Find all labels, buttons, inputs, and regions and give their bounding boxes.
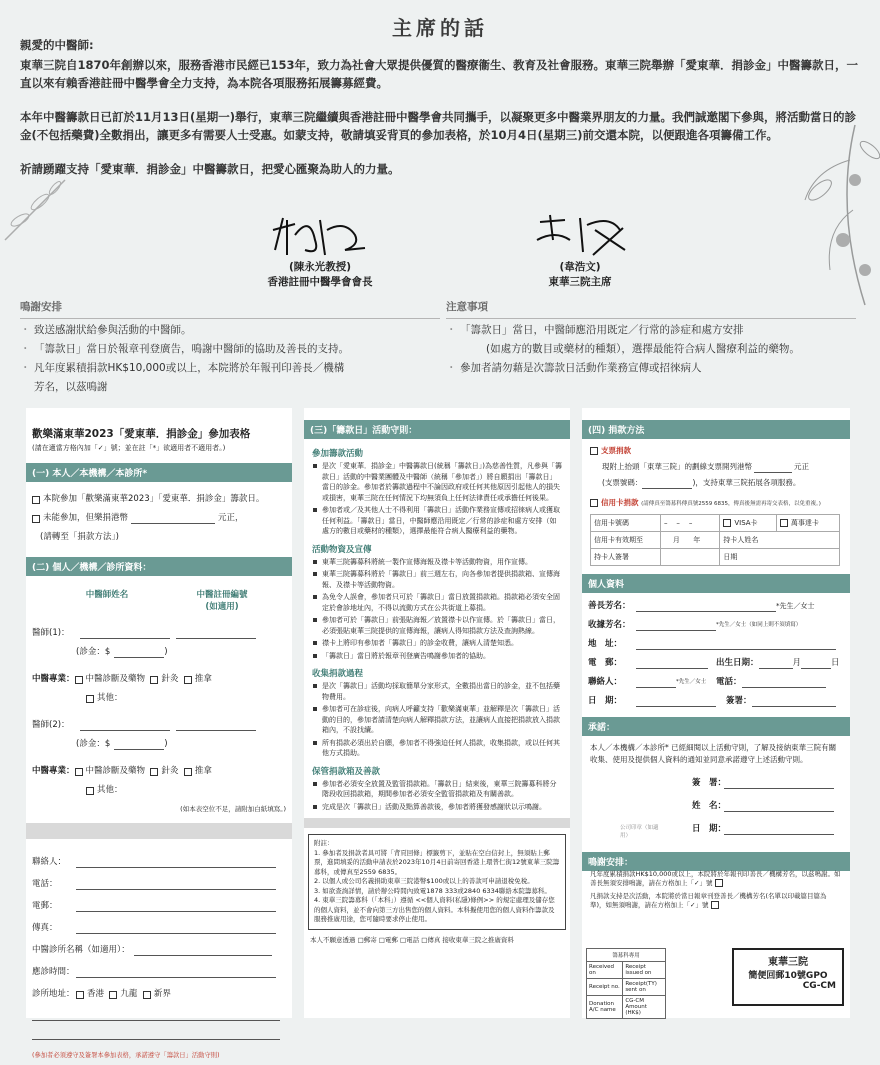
hours-field[interactable] bbox=[76, 967, 276, 978]
rules-section-publicity: 活動物資及宣傳 bbox=[312, 544, 372, 555]
visa-label: VISA卡 bbox=[734, 519, 758, 527]
specialty-label-1: 中醫專業： bbox=[32, 674, 75, 684]
donation-panel bbox=[582, 408, 850, 1018]
address-field[interactable] bbox=[636, 639, 836, 650]
notice-heading: 注意事項 bbox=[446, 298, 856, 319]
email-label: 電郵： bbox=[32, 901, 58, 911]
specialty-herbal-label: 中醫診斷及藥物 bbox=[85, 766, 146, 776]
clinic-name-field[interactable] bbox=[134, 945, 272, 956]
card-number-label: 信用卡號碼 bbox=[591, 515, 661, 532]
signatory-1-title: 香港註冊中醫學會會長 bbox=[267, 276, 373, 288]
phone-label: 電話： bbox=[32, 879, 58, 889]
rules-panel bbox=[304, 408, 570, 1018]
signature-label: 簽署： bbox=[726, 696, 752, 706]
thanks-item: ・ 「籌款日」當日於報章刊登廣告，鳴謝中醫師的協助及善長的支持。 bbox=[20, 340, 440, 359]
specialty-acupuncture-label: 針灸 bbox=[161, 766, 179, 776]
chairman-letter bbox=[20, 36, 860, 180]
office-use-table bbox=[586, 948, 666, 1019]
email-field[interactable] bbox=[636, 658, 708, 669]
donate-only-label: 未能參加，但樂捐港幣 bbox=[43, 513, 129, 523]
office-use-label: Donation A/C name bbox=[587, 996, 623, 1019]
letter-paragraph-2: 本年中醫籌款日已訂於11月13日(星期一)舉行，東華三院繼續與香港註冊中醫學會共同攜手，以凝聚更多中醫業界朋友的力量。我們誠邀閣下參與，將活動當日的診金(不包括藥費)全數捐出，讓更多有需要人士受惠。如蒙支持，敬請填妥背頁的參加表格，於10月4日(星期三)前交還本院，以便跟進各項籌備工作。 bbox=[20, 110, 857, 142]
form-instructions: (請在適當方格內加「✓」號；並在註「*」欲適用者不適用者。) bbox=[32, 444, 226, 452]
footnote: 2. 以個人或公司名義捐助東華三院港幣$100或以上的善款可申請退稅免稅。 bbox=[314, 877, 534, 885]
ack-item-1: 凡年度累積捐款HK$10,000或以上，本院將於年報刊印善長／機構芳名，以茲鳴謝。如善長無須安排鳴謝，請在方格加上「✓」號 bbox=[590, 870, 841, 887]
rule-item: 東華三院籌募科將統一製作宣傳海報及襟卡等活動物資，用作宣傳。 bbox=[304, 557, 570, 570]
doctor-2-fee-label: (診金：$ bbox=[76, 739, 111, 749]
salutation: 親愛的中醫師: bbox=[20, 38, 94, 52]
ack-1-checkbox[interactable] bbox=[715, 879, 723, 887]
thanks-heading: 鳴謝安排 bbox=[20, 298, 440, 319]
office-use-heading: 籌募科專用 bbox=[587, 949, 666, 962]
undertaking-name-label: 姓 名： bbox=[692, 801, 727, 811]
visa-checkbox[interactable] bbox=[723, 519, 731, 527]
cheque-unit: 元正 bbox=[794, 462, 809, 471]
cheque-amount-field[interactable] bbox=[754, 462, 792, 473]
office-use-label: Received on bbox=[587, 962, 623, 979]
footnotes-heading: 附註： bbox=[314, 839, 334, 847]
signatory-2-name: (韋浩文) bbox=[559, 261, 601, 273]
donation-method-header: (四) 捐款方法 bbox=[582, 420, 850, 439]
expiry-label: 信用卡有效期至 bbox=[591, 532, 661, 549]
undertaking-name-field[interactable] bbox=[724, 801, 834, 812]
specialty-acupuncture-label: 針灸 bbox=[161, 674, 179, 684]
doctor-2-reg-field[interactable] bbox=[176, 720, 256, 731]
undertaking-date-field[interactable] bbox=[724, 824, 834, 835]
donor-name-field[interactable] bbox=[636, 601, 776, 612]
credit-card-table bbox=[590, 514, 840, 566]
region-hk-label: 香港 bbox=[87, 989, 105, 999]
contact-field[interactable] bbox=[76, 857, 276, 868]
phone-field[interactable] bbox=[76, 879, 276, 890]
credit-card-note: (請傳真至籌募科傳真號2559 6835，傳真後無需再寄交表格，以免重複。) bbox=[641, 501, 821, 507]
rule-item: 完成是次「籌款日」活動及點算善款後，參加者將獲發感謝狀以示鳴謝。 bbox=[304, 802, 570, 815]
column-registration-no: 中醫註冊編號 bbox=[196, 590, 248, 600]
thanks-item: ・ 凡年度累積捐款HK$10,000或以上，本院將於年報刊印善長／機構 bbox=[20, 359, 440, 378]
contact-label: 聯絡人： bbox=[32, 857, 67, 867]
letter-paragraph-1: 東華三院自1870年創辦以來，服務香港市民經已153年，致力為社會大眾提供優質的醫療衞生、教育及社會服務。東華三院舉辦「愛東華．捐診金」中醫籌款日，一直以來有賴香港註冊中醫學會全力支持，為本院各項服務拓展籌募經費。 bbox=[20, 58, 859, 90]
space-note: (如本表空位不足，請附加白紙填寫。) bbox=[180, 805, 286, 813]
personal-info-header: 個人資料 bbox=[582, 574, 850, 593]
rule-item: 參加者或／及其他人士不得利用「籌款日」活動作業務宣傳或招徠病人或獲取任何利益。「籌款日」當日，中醫師應沿用既定／行常的診症和處方安排（如處方的數目或藥材的種類），選擇最能符合病人醫療利益的藥物。 bbox=[304, 505, 570, 539]
region-kln-label: 九龍 bbox=[120, 989, 138, 999]
cheque-number-field[interactable] bbox=[642, 478, 692, 489]
doctor-1-fee-field[interactable] bbox=[114, 647, 164, 658]
address-line-field[interactable] bbox=[32, 1010, 280, 1021]
card-date-label[interactable]: 日期 bbox=[720, 549, 840, 566]
cheque-label: 支票捐款 bbox=[601, 446, 631, 455]
donor-name-label: 善長芳名： bbox=[588, 601, 631, 611]
notice-item-continued: (如處方的數目或藥材的種類），選擇最能符合病人醫療利益的藥物。 bbox=[486, 343, 800, 355]
company-chop-note: 公司印章（如適用） bbox=[620, 825, 659, 839]
specialty-tuina-label: 推拿 bbox=[194, 766, 212, 776]
cardholder-signature-label: 持卡人簽署 bbox=[591, 549, 661, 566]
rules-section-safekeeping: 保管捐款箱及善款 bbox=[312, 766, 381, 777]
rule-item: 是次「籌款日」活動均採取簡單分家形式，全數捐出當日的診金，並不包括藥物費用。 bbox=[304, 681, 570, 704]
credit-card-label: 信用卡捐款 bbox=[601, 498, 639, 507]
email-label: 電 郵： bbox=[588, 658, 623, 668]
rule-item: 參加者可在診症後，向病人呼籲支持「歡樂滿東華」並解釋是次「籌款日」活動的目的，參加者請清楚向病人解釋捐款方法，並讓病人直接把捐款放入捐款箱內，不設找續。 bbox=[304, 704, 570, 738]
rule-item: 參加者可於「籌款日」前張貼海報／放置襟卡以作宣傳。於「籌款日」當日，必須張貼東華三院提供的宣傳海報，讓病人得知捐款方法及查詢熱線。 bbox=[304, 615, 570, 638]
region-hk-checkbox[interactable] bbox=[76, 991, 84, 999]
region-nt-checkbox[interactable] bbox=[143, 991, 151, 999]
donation-unit: 元正， bbox=[218, 513, 244, 523]
acknowledgement-header: 鳴謝安排： bbox=[582, 852, 850, 871]
signature-block-1 bbox=[255, 210, 385, 290]
doctor-1-reg-field[interactable] bbox=[176, 628, 256, 639]
address-label: 診所地址： bbox=[32, 989, 75, 999]
notice-item: ・ 「籌款日」當日，中醫師應沿用既定／行常的診症和處方安排 bbox=[446, 321, 856, 340]
cardholder-signature-field[interactable] bbox=[661, 549, 720, 566]
credit-card-checkbox[interactable] bbox=[590, 499, 598, 507]
dob-month-unit: 月 bbox=[792, 658, 802, 668]
mastercard-checkbox[interactable] bbox=[780, 519, 788, 527]
region-nt-label: 新界 bbox=[153, 989, 171, 999]
address-label: 地 址： bbox=[588, 639, 623, 649]
form-footer-note: (參加者必須遵守及簽署本參加表格，承諾遵守「籌款日」活動守則) bbox=[32, 1052, 220, 1059]
specialty-other-label: 其他： bbox=[97, 693, 123, 703]
rule-item: 所有捐款必須出於自願，參加者不得強迫任何人捐款，收集捐款，或以任何其他方式捐助。 bbox=[304, 738, 570, 761]
donor-title-option: *先生／女士 bbox=[776, 602, 815, 610]
office-use-label: Amount (HK$) bbox=[625, 1004, 647, 1016]
stamp-org: 東華三院 bbox=[768, 957, 808, 968]
tel-field[interactable] bbox=[742, 677, 826, 688]
address-line-field[interactable] bbox=[32, 1029, 280, 1040]
specialty-other-label: 其他： bbox=[97, 785, 123, 795]
divider-band bbox=[304, 818, 570, 828]
fax-field[interactable] bbox=[76, 923, 276, 934]
donation-method-hint: (請轉至「捐款方法」) bbox=[40, 532, 119, 542]
thanks-arrangement bbox=[20, 298, 440, 397]
specialty-label-2: 中醫專業： bbox=[32, 766, 75, 776]
stamp-code: CG-CM bbox=[802, 981, 836, 991]
region-kln-checkbox[interactable] bbox=[109, 991, 117, 999]
stamp-address: 簡便回郵10號GPO bbox=[748, 971, 828, 981]
handwritten-signature-2 bbox=[525, 210, 635, 260]
handwritten-signature-1 bbox=[265, 210, 375, 260]
rule-item: 東華三院籌募科將於「籌款日」前三週左右，向各參加者提供捐款箱、宣傳海報、及襟卡等活動物資。 bbox=[304, 569, 570, 592]
specialty-tuina-checkbox[interactable] bbox=[184, 768, 192, 776]
dob-day-unit: 日 bbox=[831, 658, 840, 668]
specialty-acupuncture-checkbox[interactable] bbox=[150, 676, 158, 684]
doctor-1-fee-label: (診金：$ bbox=[76, 647, 111, 657]
thanks-item: ・ 致送感謝狀給參與活動的中醫師。 bbox=[20, 321, 440, 340]
cheque-text-1: 現附上抬頭「東華三院」的劃線支票開列港幣 bbox=[602, 462, 752, 471]
specialty-herbal-label: 中醫診斷及藥物 bbox=[85, 674, 146, 684]
divider-band bbox=[26, 823, 292, 839]
undertaking-date-label: 日 期： bbox=[692, 824, 727, 834]
contact-title-option: *先生／女士 bbox=[676, 679, 707, 685]
rule-item: 襟卡上將印有參加者「籌款日」的診金收費，讓病人清楚知悉。 bbox=[304, 638, 570, 651]
signatory-2-title: 東華三院主席 bbox=[548, 276, 612, 288]
rules-section-participation: 參加籌款活動 bbox=[312, 449, 364, 459]
specialty-tuina-label: 推拿 bbox=[194, 674, 212, 684]
ack-item-2: 凡捐款支持是次活動，本院將於當日報章刊登善長／機構芳名(名單以印載篇目篇為準)，如無須鳴謝，請在方格加上「✓」號 bbox=[590, 892, 827, 909]
return-address-stamp bbox=[732, 948, 844, 1006]
dob-day-field[interactable] bbox=[801, 658, 831, 669]
footnote: 3. 如欲查詢詳情，請於辦公時間內致電1878 333或2840 6334聯絡本院籌募科。 bbox=[314, 886, 551, 895]
cheque-number-label: (支票號碼： bbox=[602, 478, 643, 487]
notice-section bbox=[446, 298, 856, 378]
date-field[interactable] bbox=[636, 696, 716, 707]
doctor-1-name-field[interactable] bbox=[80, 628, 170, 639]
column-doctor-name: 中醫師姓名 bbox=[85, 590, 129, 600]
specialty-tuina-checkbox[interactable] bbox=[184, 676, 192, 684]
specialty-herbal-checkbox[interactable] bbox=[75, 676, 83, 684]
office-use-code: CG-CM bbox=[625, 998, 644, 1004]
ack-2-checkbox[interactable] bbox=[711, 901, 719, 909]
footnote: 4. 東華三院籌募科（「本科」）遵循 <<個人資料(私隱)條例>> 的規定處理及儲存您的個人資料，並不會向第三方出售您的個人資料。本科擬使用您的個人資料作籌款及服務推廣用途，您可隨時要求停止使用。 bbox=[314, 896, 555, 923]
form-title: 歡樂滿東華2023「愛東華．捐診金」參加表格 bbox=[32, 428, 251, 440]
fax-label: 傳真： bbox=[32, 923, 58, 933]
specialty-other-checkbox[interactable] bbox=[86, 695, 94, 703]
office-use-label: Receipt issued on bbox=[623, 962, 666, 979]
rules-section-collection: 收集捐款過程 bbox=[312, 669, 364, 679]
hours-label: 應診時間： bbox=[32, 967, 75, 977]
undertaking-header: 承諾： bbox=[582, 717, 850, 736]
participate-checkbox[interactable] bbox=[32, 496, 40, 504]
column-registration-note: (如適用) bbox=[205, 602, 239, 612]
undertaking-sign-label: 簽 署： bbox=[692, 778, 727, 788]
receipt-name-label: 收據芳名： bbox=[588, 620, 631, 630]
letter-paragraph-3: 祈請踴躍支持「愛東華．捐診金」中醫籌款日，把愛心匯聚為助人的力量。 bbox=[20, 162, 400, 176]
rule-item: 參加者必須安全放置及監管捐款箱。「籌款日」結束後，東華三院籌募科將分階段收回捐款箱，期間參加者必須安全監管捐款箱及有關善款。 bbox=[304, 779, 570, 802]
donate-only-checkbox[interactable] bbox=[32, 515, 40, 523]
signatory-1-name: (陳永光教授) bbox=[288, 261, 352, 273]
tel-label: 電話： bbox=[716, 677, 742, 687]
entry-form-panel: 歡樂滿東華2023「愛東華．捐診金」參加表格 (請在適當方格內加「✓」號；並在註「*」欲適用者不適用者。) (一) 本人／本機構／本診所* 本院參加「歡樂滿東華2023」「愛東華．捐診金」籌款日。 未能參加，但樂捐港幣 元正， (請轉至「捐款方法」) (二) 個人／機構／診所資料： 中醫師姓名 中醫註冊編號 (如適用) 醫師(1)： (診金：$ ) 中醫專業： 中醫診斷及藥物 針灸 推拿 其他： 醫師(2)： (診金：$ ) 中醫專業： 中醫診斷及藥物 針灸 推拿 其他： (如本表空位不足，請附加白紙填寫。) 聯絡人： 電話： 電郵： 傳真： 中醫診所名稱（如適用）： 應診時間： 診所地址： 香港 九龍 新界 (參加者必須遵守及簽署本參加表格，承諾遵守「籌款日」活動守則) bbox=[26, 408, 292, 1018]
receipt-title-option: *先生／女士（如同上則不須填寫） bbox=[716, 622, 802, 628]
signature-block-2 bbox=[515, 210, 645, 290]
rule-item: 是次「愛東華．捐診金」中醫籌款日(統稱「籌款日」)為慈善性質，凡參與「籌款日」活動的中醫業團體及中醫師（統稱「參加者」）將自願捐出「籌款日」當日的診金。參加者於籌款過程中不論因政府或任何其他原因引起他人的損失或損害，東華三院在任何情況下均無須負上任何法律責任或承擔任何後果。 bbox=[304, 461, 570, 505]
cardholder-label[interactable]: 持卡人姓名 bbox=[720, 532, 840, 549]
card-number-field[interactable]: – – – bbox=[661, 515, 720, 532]
rule-item: 為免令人誤會，參加者只可於「籌款日」當日放置捐款箱。捐款箱必須安全固定於會診地址內，不得以流動方式在公共街道上募捐。 bbox=[304, 592, 570, 615]
date-label: 日 期： bbox=[588, 696, 623, 706]
contact-label: 聯絡人： bbox=[588, 677, 623, 687]
herb-illustration-left bbox=[0, 170, 70, 250]
dob-month-field[interactable] bbox=[759, 658, 793, 669]
doctor-2-label: 醫師(2)： bbox=[32, 720, 70, 730]
footnotes-box bbox=[308, 834, 566, 930]
participate-label: 本院參加「歡樂滿東華2023」「愛東華．捐診金」籌款日。 bbox=[43, 494, 265, 504]
specialty-other-checkbox[interactable] bbox=[86, 787, 94, 795]
cheque-text-3: )，支持東華三院拓展各項服務。 bbox=[692, 478, 801, 487]
rules-header: (三)「籌款日」活動守則： bbox=[304, 420, 570, 439]
section-2-header: (二) 個人／機構／診所資料： bbox=[26, 557, 292, 576]
specialty-acupuncture-checkbox[interactable] bbox=[150, 768, 158, 776]
mastercard-label: 萬事達卡 bbox=[790, 519, 819, 527]
doctor-2-name-field[interactable] bbox=[80, 720, 170, 731]
thanks-item-continued: 芳名，以茲鳴謝 bbox=[34, 381, 108, 393]
clinic-name-label: 中醫診所名稱（如適用）： bbox=[32, 945, 130, 955]
doctor-2-fee-field[interactable] bbox=[114, 739, 164, 750]
marketing-optout[interactable]: 本人不願意透過 □郵寄 □電郵 □電話 □傳真 接收東華三院之推廣資料 bbox=[310, 935, 514, 944]
receipt-name-field[interactable] bbox=[636, 620, 716, 631]
specialty-herbal-checkbox[interactable] bbox=[75, 768, 83, 776]
footnote: 1. 參加者及捐款者具可將「背頁回條」標籤剪下，並貼在空白信封上，無須貼上郵票，進問填妥的活動申請表於2023年10月4日前寄回香港上環普仁街12號東華三院籌募科，或傳真至2559 6835。 bbox=[314, 848, 560, 876]
expiry-field[interactable]: 月 年 bbox=[661, 532, 720, 549]
donation-amount-field[interactable] bbox=[131, 513, 215, 524]
office-use-label: Receipt no. bbox=[587, 979, 623, 996]
office-use-label: Receipt(TY) sent on bbox=[623, 979, 666, 996]
dob-label: 出生日期： bbox=[716, 658, 759, 668]
section-1-header: (一) 本人／本機構／本診所* bbox=[26, 463, 292, 482]
notice-item: ・ 參加者請勿藉是次籌款日活動作業務宣傳或招徠病人 bbox=[446, 359, 856, 378]
rule-item: 「籌款日」當日將於報章刊登廣告鳴謝參加者的協助。 bbox=[304, 651, 570, 664]
undertaking-sign-field[interactable] bbox=[724, 778, 834, 789]
email-field[interactable] bbox=[76, 901, 276, 912]
cheque-checkbox[interactable] bbox=[590, 447, 598, 455]
doctor-1-label: 醫師(1)： bbox=[32, 628, 70, 638]
signature-field[interactable] bbox=[752, 696, 836, 707]
page-title: 主席的話 bbox=[392, 16, 488, 40]
undertaking-text: 本人／本機構／本診所* 已經細閱以上活動守則，了解及接納東華三院有關收集、使用及提供個人資料的通知並同意承諾遵守上述活動守則。 bbox=[590, 743, 837, 764]
contact-field[interactable] bbox=[636, 677, 676, 688]
